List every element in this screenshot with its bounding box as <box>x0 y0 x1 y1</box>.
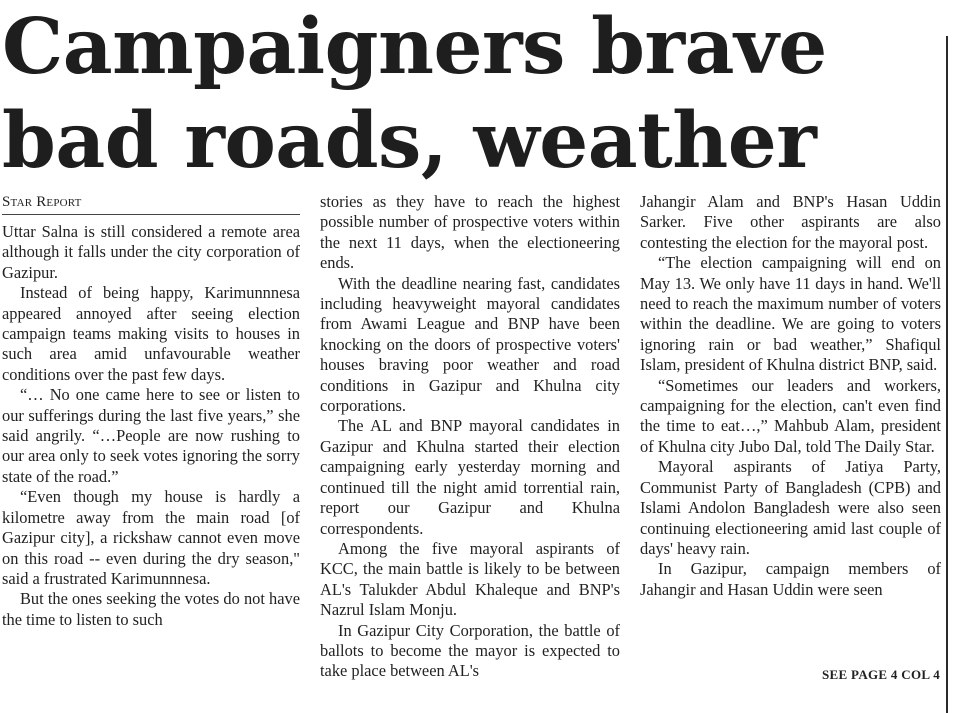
paragraph: The AL and BNP mayoral candidates in Gazipur and Khulna started their election campaigning early yesterday morning and continued till the night amid torrential rain, report our Gazipur and Khulna correspondents. <box>320 416 620 538</box>
paragraph: “Even though my house is hardly a kilometre away from the main road [of Gazipur city], a rickshaw cannot even move on this road -- even during the dry season," said a frustrated Karimunnnesa. <box>2 487 300 588</box>
byline: Star Report <box>2 192 300 215</box>
headline: Campaigners brave bad roads, weather <box>2 2 827 186</box>
article-column-3 <box>640 192 941 600</box>
paragraph: In Gazipur City Corporation, the battle of ballots to become the mayor is expected to take place between AL's <box>320 620 620 681</box>
article-column-1 <box>2 192 300 630</box>
article-column-2 <box>320 192 620 682</box>
paragraph: With the deadline nearing fast, candidates including heavyweight mayoral candidates from Awami League and BNP have been knocking on the doors of prospective voters' houses braving poor weather and road conditions in Gazipur and Khulna city corporations. <box>320 273 620 416</box>
paragraph: In Gazipur, campaign members of Jahangir and Hasan Uddin were seen <box>640 559 941 599</box>
paragraph: But the ones seeking the votes do not have the time to listen to such <box>2 589 300 629</box>
paragraph: Among the five mayoral aspirants of KCC, the main battle is likely to be between AL's Talukder Abdul Khaleque and BNP's Nazrul Islam Monju. <box>320 538 620 620</box>
continuation-note: SEE PAGE 4 COL 4 <box>822 667 940 682</box>
column-rule <box>946 36 948 713</box>
paragraph: Instead of being happy, Karimunnnesa appeared annoyed after seeing election campaign teams making visits to houses in such area amid unfavourable weather conditions over the past few days. <box>2 283 300 384</box>
paragraph: Mayoral aspirants of Jatiya Party, Communist Party of Bangladesh (CPB) and Islami Andolon Bangladesh were also seen continuing electioneering amid last couple of days' heavy rain. <box>640 457 941 558</box>
paragraph: “The election campaigning will end on May 13. We only have 11 days in hand. We'll need to reach the maximum number of voters within the deadline. We are going to voters ignoring rain or bad weather,” Shafiqul Islam, president of Khulna district BNP, said. <box>640 253 941 375</box>
paragraph: stories as they have to reach the highest possible number of prospective voters within the next 11 days, when the electioneering ends. <box>320 192 620 273</box>
paragraph: Jahangir Alam and BNP's Hasan Uddin Sarker. Five other aspirants are also contesting the election for the mayoral post. <box>640 192 941 252</box>
paragraph: Uttar Salna is still considered a remote area although it falls under the city corporation of Gazipur. <box>2 222 300 282</box>
paragraph: “Sometimes our leaders and workers, campaigning for the election, can't even find the time to eat…,” Mahbub Alam, president of Khulna city Jubo Dal, told The Daily Star. <box>640 375 941 456</box>
paragraph: “… No one came here to see or listen to our sufferings during the last five years,” she said angrily. “…People are now rushing to our area only to seek votes ignoring the sorry state of the road.” <box>2 385 300 486</box>
